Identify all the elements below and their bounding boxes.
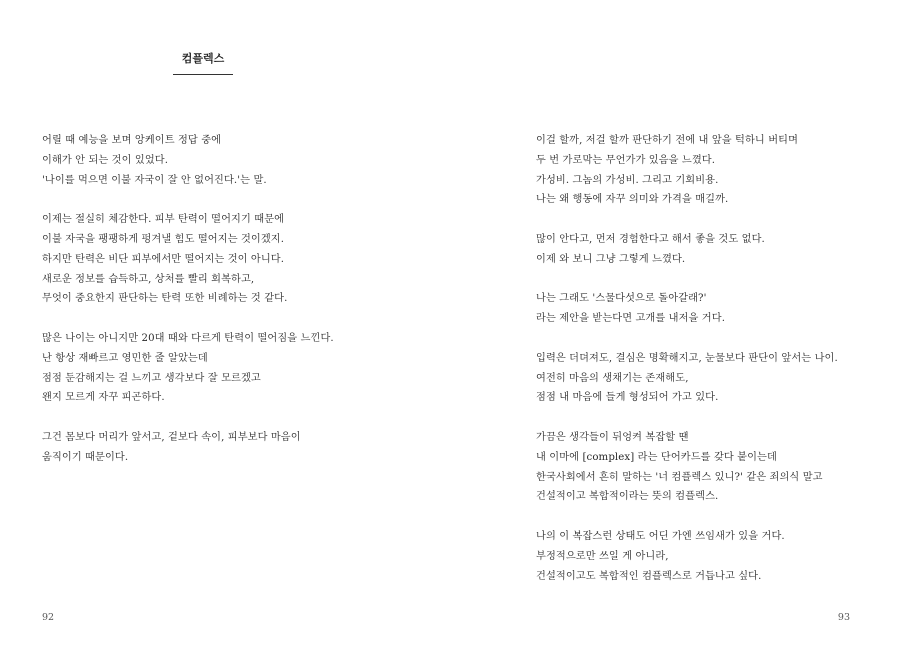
text-line: 라는 제안을 받는다면 고개를 내저을 거다. — [536, 313, 726, 325]
text-line: 나의 이 복잡스런 상태도 어딘 가엔 쓰임새가 있을 거다. — [536, 530, 785, 542]
text-line: 부정적으로만 쓰일 게 아니라, — [536, 550, 669, 562]
text-line: 하지만 탄력은 비단 피부에서만 떨어지는 것이 아니다. — [42, 253, 285, 265]
text-line: 나는 왜 행동에 자꾸 의미와 가격을 매길까. — [536, 194, 729, 206]
text-line: 여전히 마음의 생채기는 존재해도, — [536, 372, 689, 384]
paragraph — [536, 349, 896, 408]
text-line: 그건 몸보다 머리가 앞서고, 겉보다 속이, 피부보다 마음이 — [42, 431, 301, 443]
paragraph — [536, 230, 896, 270]
text-line: 가끔은 생각들이 뒤엉켜 복잡할 땐 — [536, 431, 689, 443]
text-line: 이제는 절실히 체감한다. 피부 탄력이 떨어지기 때문에 — [42, 214, 285, 226]
page-number-left: 92 — [42, 612, 55, 623]
text-line: 왠지 모르게 자꾸 피곤하다. — [42, 392, 165, 404]
chapter-title: 컴플렉스 — [181, 52, 225, 65]
text-line: 새로운 정보를 습득하고, 상처를 빨리 회복하고, — [42, 273, 255, 285]
paragraph — [536, 289, 896, 329]
text-line: 어릴 때 예능을 보며 앙케이트 정답 중에 — [42, 135, 222, 146]
text-line: 두 번 가로막는 무언가가 있음을 느꼈다. — [536, 154, 716, 166]
text-line: 이걸 할까, 저걸 할까 판단하기 전에 내 앞을 턱하니 버티며 — [536, 135, 799, 146]
text-line: 입력은 더뎌져도, 결심은 명확해지고, 눈물보다 판단이 앞서는 나이. — [536, 352, 838, 364]
paragraph — [42, 329, 442, 408]
text-line: 움직이기 때문이다. — [42, 451, 129, 463]
text-line: 점점 둔감해지는 걸 느끼고 생각보다 잘 모르겠고 — [42, 372, 261, 384]
right-page — [450, 0, 900, 661]
paragraph — [536, 428, 896, 507]
text-line: 난 항상 재빠르고 영민한 줄 알았는데 — [42, 352, 208, 364]
page-number-right: 93 — [837, 612, 850, 623]
text-line: 많이 안다고, 먼저 경험한다고 해서 좋을 것도 없다. — [536, 233, 765, 245]
paragraph — [42, 428, 442, 468]
paragraph — [42, 210, 442, 309]
paragraph — [536, 527, 896, 586]
text-line: 가성비. 그놈의 가성비. 그리고 기회비용. — [536, 174, 719, 186]
text-line: 나는 그래도 '스물다섯으로 돌아갈래?' — [536, 293, 707, 305]
paragraph — [42, 131, 442, 190]
text-line: 이제 와 보니 그냥 그렇게 느꼈다. — [536, 253, 686, 265]
title-underline — [173, 74, 233, 75]
text-line: 건설적이고 복합적이라는 뜻의 컴플렉스. — [536, 491, 719, 503]
left-body-text — [42, 131, 442, 487]
text-line: 내 이마에 [complex] 라는 단어카드를 갖다 붙이는데 — [536, 451, 777, 463]
text-line: 한국사회에서 흔히 말하는 '너 컴플렉스 있니?' 같은 죄의식 말고 — [536, 471, 823, 483]
text-line: 이해가 안 되는 것이 있었다. — [42, 154, 169, 166]
text-line: '나이를 먹으면 이불 자국이 잘 안 없어진다.'는 말. — [42, 174, 267, 186]
right-body-text — [536, 131, 896, 606]
text-line: 이불 자국을 팽팽하게 펑겨낼 힘도 떨어지는 것이겠지. — [42, 233, 285, 245]
text-line: 무엇이 중요한지 판단하는 탄력 또한 비례하는 것 같다. — [42, 293, 288, 305]
text-line: 많은 나이는 아니지만 20대 때와 다르게 탄력이 떨어짐을 느낀다. — [42, 332, 334, 344]
paragraph — [536, 131, 896, 210]
text-line: 점점 내 마음에 들게 형성되어 가고 있다. — [536, 392, 719, 404]
text-line: 건설적이고도 복합적인 컴플렉스로 거듭나고 싶다. — [536, 570, 762, 582]
